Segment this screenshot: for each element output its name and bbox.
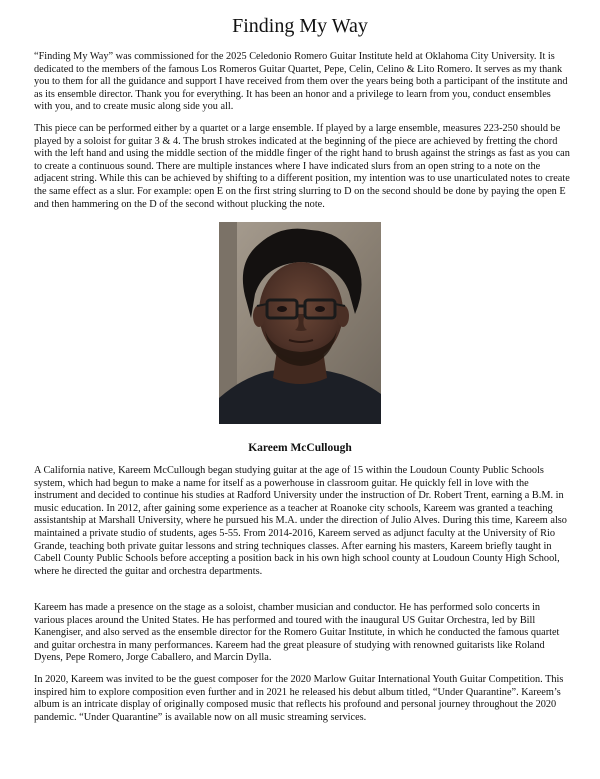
bio-paragraph: A California native, Kareem McCullough began studying guitar at the age of 15 within the Loudoun County Public Schools system, which had begun to make a name for itself as a powerhouse in classroom guitar. He quickly fell in love with the instrument and decided to continue his studies at Radford University under the instruction of Dr. Robert Trent, earning a B.M. in music education. In 2012, after gaining some experience as a teacher at Roanoke city schools, Kareem was granted a teaching assistantship at Marshall University, where he pursued his M.A. under the direction of Julio Alves. During this time, Kareem also maintained a private studio of students, ages 5-55. From 2014-2016, Kareem served as adjunct faculty at the University of Rio Grande, teaching both private guitar lessons and string techniques classes. After earning his masters, Kareem briefly taught in Cabell County Public Schools before accepting a position back in his own high school county at Loudoun County High School, where he directed the guitar and orchestra departments. [34,465,567,577]
bio-paragraph: Kareem has made a presence on the stage as a soloist, chamber musician and conductor. He has performed solo concerts in various places around the United States. He has performed and toured with the inaugural US Guitar Orchestra, led by Bill Kanengiser, and also served as the ensemble director for the Romero Guitar Institute, in which he conducted the famous quartet and guitar orchestra in many performances. Kareem had the great pleasure of studying with renowned guitarists like Roland Dyens, Pepe Romero, Jorge Caballero, and Marcin Dylla. [34,602,560,664]
intro-paragraph: “Finding My Way” was commissioned for the 2025 Celedonio Romero Guitar Institute held at Oklahoma City University. It is dedicated to the members of the famous Los Romeros Guitar Quartet, Pepe, Celin, Celino & Lito Romero. It serves as my thank you to them for all the guidance and support I have received from them over the years being both a participant of the institute and as its ensemble director. Thank you for everything. It has been an honor and a privilege to learn from you, conduct ensembles with you, and to create music along side you all. [34,51,568,113]
page-title: Finding My Way [232,15,368,37]
composer-name-heading: Kareem McCullough [248,442,352,454]
composer-portrait-photo [219,222,381,424]
bio-paragraph: In 2020, Kareem was invited to be the guest composer for the 2020 Marlow Guitar International Youth Guitar Competition. This inspired him to explore composition even further and in 2021 he released his debut album titled, “Under Quarantine”. Kareem’s album is an intricate display of originally composed music that reflects his profound and personal journey throughout the 2020 pandemic. “Under Quarantine” is available now on all music streaming services. [34,674,564,723]
portrait-illustration [219,222,381,424]
performance-notes-paragraph: This piece can be performed either by a quartet or a large ensemble. If played by a large ensemble, measures 223-250 should be played by a soloist for guitar 3 & 4. The brush strokes indicated at the beginning of the piece are achieved by fretting the chord with the left hand and using the middle section of the middle finger of the right hand to brush against the strings as fast as you can to create a continuous sound. There are multiple instances where I have indicated slurs from an open string to a note on the adjacent string. While this can be achieved by shifting to a different position, my intention was to use unarticulated notes to create the same effect as a slur. For example: open E on the first string slurring to D on the second should be done by paying the open E and then hammering on the D of the second without plucking the note. [34,123,570,210]
